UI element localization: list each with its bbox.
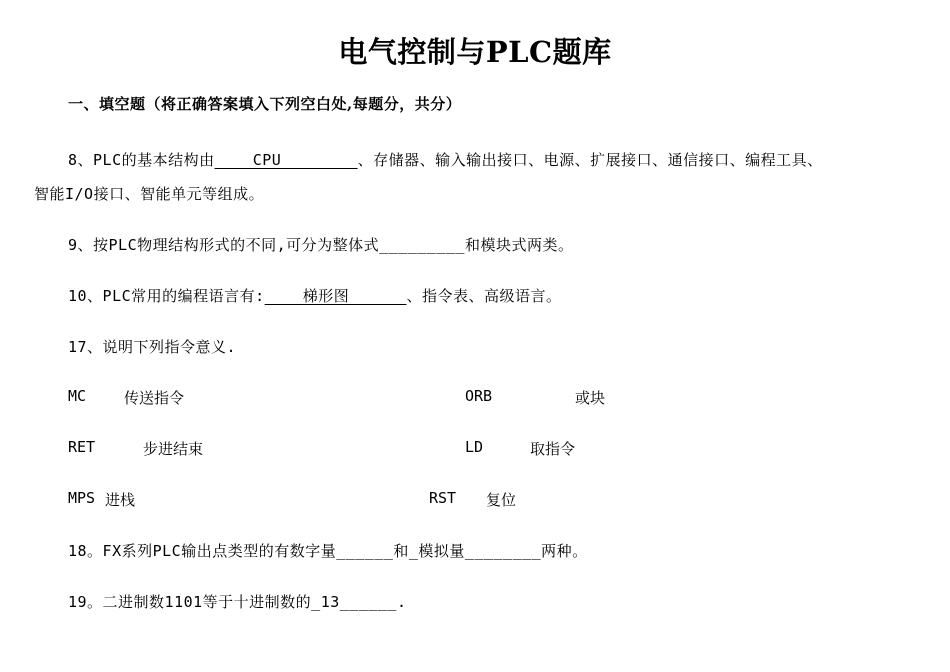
instruction-mc-key: MC	[68, 387, 87, 405]
section-heading-fill-in: 一、填空题（将正确答案填入下列空白处,每题分，共分）	[68, 95, 462, 113]
question-8-line-1	[68, 149, 823, 170]
question-8-line-2: 智能I/O接口、智能单元等组成。	[34, 185, 265, 203]
question-8-suffix: 、存储器、输入输出接口、电源、扩展接口、通信接口、编程工具、	[357, 151, 823, 169]
instruction-orb-key: ORB	[465, 387, 493, 405]
question-9	[68, 234, 573, 255]
question-9-suffix: 和模块式两类。	[464, 236, 574, 254]
instruction-rst-key: RST	[429, 489, 457, 507]
instruction-ret-key: RET	[68, 438, 96, 456]
instruction-rst-value: 复位	[486, 491, 517, 509]
instruction-mps-key: MPS	[68, 489, 96, 507]
question-17: 17、说明下列指令意义.	[68, 338, 237, 356]
question-8-answer: ____CPU________	[214, 151, 358, 169]
document-title: 电气控制与PLC题库	[338, 35, 612, 69]
instruction-mps-value: 进栈	[105, 491, 136, 509]
question-10-prefix: 10、PLC常用的编程语言有:	[68, 287, 265, 305]
instruction-ld-value: 取指令	[530, 440, 576, 458]
instruction-ld-key: LD	[465, 438, 484, 456]
question-10	[68, 285, 562, 306]
question-10-suffix: 、指令表、高级语言。	[406, 287, 562, 305]
question-8-prefix: 8、PLC的基本结构由	[68, 151, 215, 169]
question-9-prefix: 9、按PLC物理结构形式的不同,可分为整体式	[68, 236, 380, 254]
question-10-answer: ____梯形图______	[264, 287, 407, 305]
question-18: 18。FX系列PLC输出点类型的有数字量______和_模拟量________两种。	[68, 542, 588, 560]
instruction-mc-value: 传送指令	[124, 389, 185, 407]
instruction-ret-value: 步进结束	[143, 440, 204, 458]
question-19: 19。二进制数1101等于十进制数的_13______.	[68, 593, 407, 611]
instruction-orb-value: 或块	[575, 389, 606, 407]
question-9-blank: _________	[379, 236, 465, 254]
